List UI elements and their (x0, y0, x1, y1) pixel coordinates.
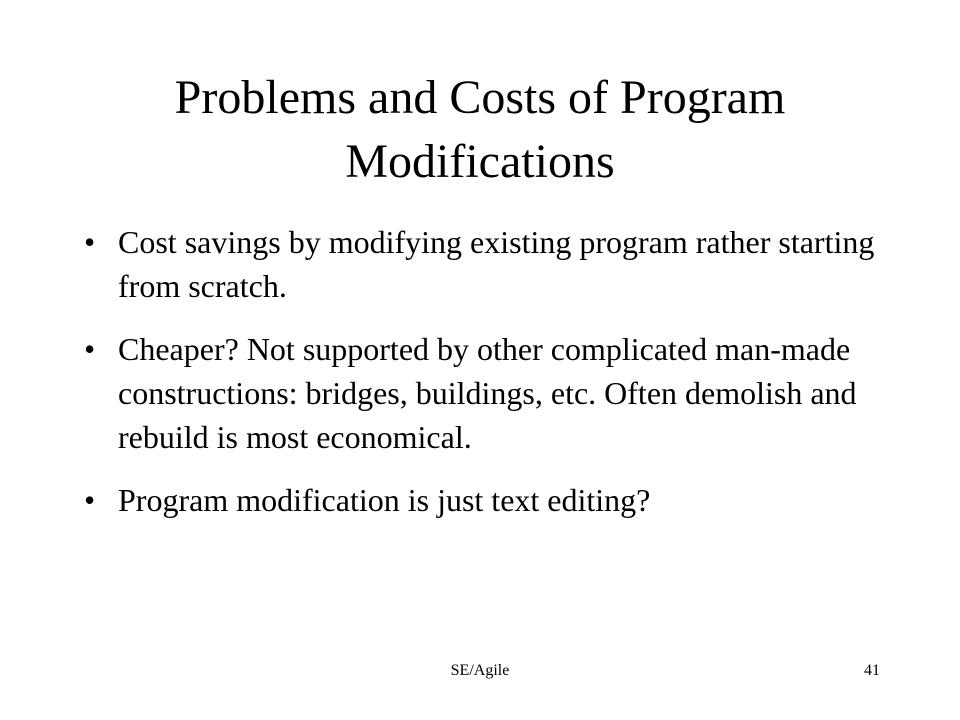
bullet-text: Program modification is just text editing? (118, 482, 651, 518)
bullet-dot-icon: • (84, 224, 96, 260)
bullet-text: Cost savings by modifying existing program rather starting from scratch. (118, 224, 875, 304)
bullet-item (84, 478, 884, 522)
slide-title: Problems and Costs of Program Modifications (174, 71, 786, 188)
bullet-item (84, 327, 884, 459)
bullet-dot-icon: • (84, 331, 96, 367)
bullet-item (84, 220, 884, 308)
footer-course-label: SE/Agile (450, 662, 510, 679)
bullet-list (84, 220, 884, 541)
bullet-dot-icon: • (84, 482, 96, 518)
footer-page-number: 41 (864, 662, 880, 679)
bullet-text: Cheaper? Not supported by other complicated man-made constructions: bridges, buildings, etc. Often demolish and rebuild is most economical. (118, 331, 857, 455)
